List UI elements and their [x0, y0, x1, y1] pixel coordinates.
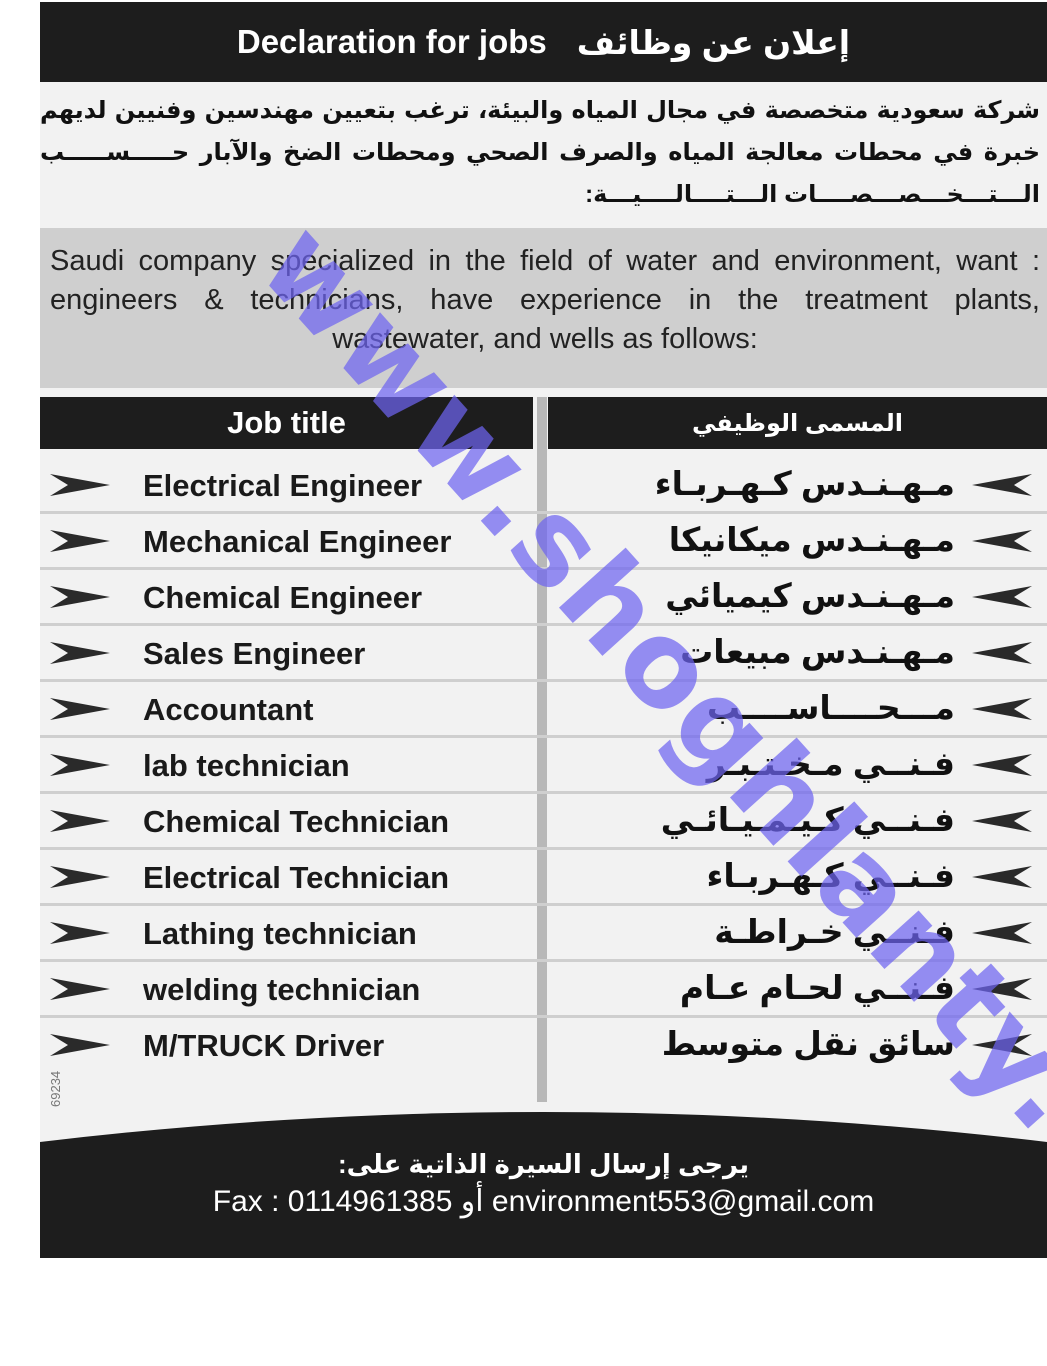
arrow-left-icon	[972, 978, 1032, 1000]
job-title-en: Chemical Technician	[143, 804, 450, 839]
arrow-right-icon	[50, 474, 110, 496]
job-title-ar: مـــحــــاســــب	[706, 689, 955, 726]
header-title-ar: إعلان عن وظائف	[576, 23, 851, 61]
ad-code: 69234	[48, 1070, 63, 1107]
job-row	[40, 794, 1047, 850]
arrow-right-icon	[50, 978, 110, 1000]
job-title-ar: مـهـنـدس كـهـربـاء	[654, 465, 955, 502]
intro-arabic: شركة سعودية متخصصة في مجال المياه والبيئة، ترغب بتعيين مهندسين وفنيين لديهم خبرة في محطات معالجة المياه والصرف الصحي ومحطات الضخ والآبار حـــــســـــب الـــتـــخـــصـــصــــات الـــتــــالــــيـــة:	[40, 97, 1040, 208]
arrow-left-icon	[972, 474, 1032, 496]
header-title-en: Declaration for jobs	[236, 23, 547, 60]
footer-banner	[40, 1102, 1047, 1258]
job-row	[40, 514, 1047, 570]
footer-contact: Fax : 0114961385 أو environment553@gmail.com	[212, 1185, 875, 1218]
arrow-left-icon	[972, 866, 1032, 888]
job-title-en: Accountant	[143, 692, 314, 727]
arrow-right-icon	[50, 698, 110, 720]
arrow-left-icon	[972, 922, 1032, 944]
arrow-right-icon	[50, 754, 110, 776]
job-title-ar: سائق نقل متوسط	[661, 1025, 955, 1062]
footer-instruction: يرجى إرسال السيرة الذاتية على:	[338, 1149, 749, 1179]
job-title-en: Electrical Engineer	[143, 468, 423, 503]
job-advertisement	[40, 2, 1047, 1258]
job-title-en: Chemical Engineer	[143, 580, 423, 615]
job-title-ar: مـهـنـدس مبيعات	[680, 633, 955, 670]
job-title-ar: فـنــي خـراطـة	[714, 913, 955, 950]
job-row	[40, 626, 1047, 682]
job-title-en: welding technician	[143, 972, 421, 1007]
arrow-left-icon	[972, 698, 1032, 720]
job-list	[40, 458, 1047, 1074]
arrow-left-icon	[972, 586, 1032, 608]
arrow-right-icon	[50, 586, 110, 608]
job-row	[40, 682, 1047, 738]
job-row	[40, 962, 1047, 1018]
job-row	[40, 850, 1047, 906]
job-title-en: M/TRUCK Driver	[143, 1028, 385, 1063]
arrow-left-icon	[972, 754, 1032, 776]
arrow-right-icon	[50, 642, 110, 664]
job-row	[40, 906, 1047, 962]
arrow-right-icon	[50, 922, 110, 944]
arrow-left-icon	[972, 530, 1032, 552]
ad-header	[40, 2, 1047, 82]
job-title-ar: فـنــي لحـام عـام	[679, 969, 955, 1006]
job-title-ar: فـنــي كـيـمـيـائـي	[660, 801, 955, 838]
job-title-en: Lathing technician	[143, 916, 417, 951]
table-header-ar: المسمى الوظيفي	[548, 397, 1047, 449]
job-row	[40, 570, 1047, 626]
arrow-right-icon	[50, 530, 110, 552]
job-title-en: Sales Engineer	[143, 636, 366, 671]
job-title-ar: مـهـنـدس ميكانيكا	[668, 521, 955, 558]
job-title-en: Electrical Technician	[143, 860, 450, 895]
arrow-right-icon	[50, 866, 110, 888]
job-row	[40, 738, 1047, 794]
job-row	[40, 1018, 1047, 1074]
table-header-en: Job title	[40, 397, 533, 449]
job-row	[40, 458, 1047, 514]
arrow-right-icon	[50, 1034, 110, 1056]
job-title-ar: فـنــي مـخـتـبـر	[706, 745, 955, 782]
job-title-ar: فـنــي كـهـربـاء	[706, 857, 955, 894]
arrow-right-icon	[50, 810, 110, 832]
intro-english: Saudi company specialized in the field of water and environment, want : engineers & technicians, have experience in the treatment plants, wastewater, and wells as follows:	[50, 245, 1040, 355]
arrow-left-icon	[972, 1034, 1032, 1056]
job-title-en: Mechanical Engineer	[143, 524, 452, 559]
job-title-en: lab technician	[143, 748, 350, 783]
arrow-left-icon	[972, 810, 1032, 832]
arrow-left-icon	[972, 642, 1032, 664]
job-title-ar: مـهـنـدس كيميائي	[665, 577, 955, 614]
